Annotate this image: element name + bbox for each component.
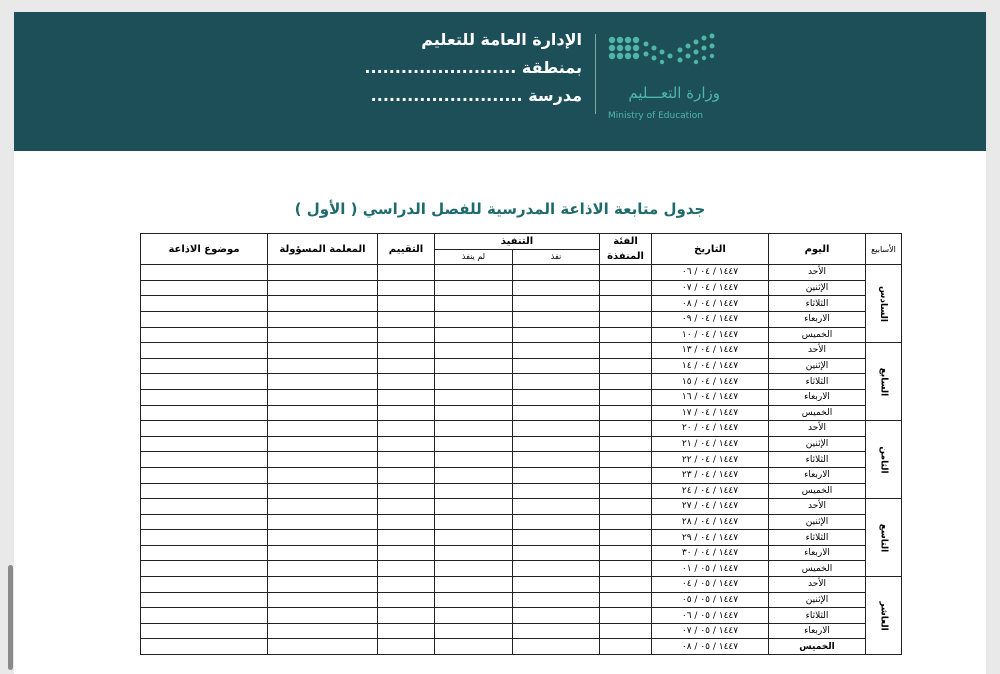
topic-cell[interactable] xyxy=(141,623,268,639)
class-cell[interactable] xyxy=(600,545,652,561)
rating-cell[interactable] xyxy=(378,421,435,437)
rating-cell[interactable] xyxy=(378,514,435,530)
rating-cell[interactable] xyxy=(378,561,435,577)
header-done: نفذ xyxy=(513,249,600,265)
not-done-cell[interactable] xyxy=(435,389,513,405)
rating-cell[interactable] xyxy=(378,545,435,561)
table-row xyxy=(141,343,902,359)
class-cell[interactable] xyxy=(600,358,652,374)
table-row xyxy=(141,280,902,296)
not-done-cell[interactable] xyxy=(435,405,513,421)
table-row xyxy=(141,514,902,530)
rating-cell[interactable] xyxy=(378,265,435,281)
rating-cell[interactable] xyxy=(378,343,435,359)
teacher-cell[interactable] xyxy=(268,343,378,359)
rating-cell[interactable] xyxy=(378,499,435,515)
rating-cell[interactable] xyxy=(378,436,435,452)
logo-arabic-text: وزارة التعـــليم xyxy=(628,84,720,102)
class-cell[interactable] xyxy=(600,639,652,655)
teacher-cell[interactable] xyxy=(268,421,378,437)
topic-cell[interactable] xyxy=(141,514,268,530)
rating-cell[interactable] xyxy=(378,280,435,296)
topic-cell[interactable] xyxy=(141,374,268,390)
header-rating: التقييم xyxy=(378,234,435,265)
topic-cell[interactable] xyxy=(141,452,268,468)
topic-cell[interactable] xyxy=(141,530,268,546)
school-line: مدرسة ......................... xyxy=(370,86,582,105)
day-cell: الثلاثاء xyxy=(769,296,866,312)
class-cell[interactable] xyxy=(600,389,652,405)
table-row xyxy=(141,436,902,452)
done-cell[interactable] xyxy=(513,374,600,390)
done-cell[interactable] xyxy=(513,296,600,312)
date-cell: ١٤٤٧ / ٠٥ / ٠٥ xyxy=(652,592,769,608)
week-label-text: السادس xyxy=(877,285,888,322)
table-row xyxy=(141,639,902,655)
logo-english-text: Ministry of Education xyxy=(608,111,703,121)
day-cell: الاربعاء xyxy=(769,545,866,561)
class-cell[interactable] xyxy=(600,608,652,624)
not-done-cell[interactable] xyxy=(435,374,513,390)
day-cell: الخميس xyxy=(769,405,866,421)
table-row xyxy=(141,592,902,608)
day-cell: الاربعاء xyxy=(769,389,866,405)
done-cell[interactable] xyxy=(513,265,600,281)
not-done-cell[interactable] xyxy=(435,311,513,327)
done-cell[interactable] xyxy=(513,405,600,421)
teacher-cell[interactable] xyxy=(268,311,378,327)
done-cell[interactable] xyxy=(513,311,600,327)
class-cell[interactable] xyxy=(600,623,652,639)
header-teacher: المعلمة المسؤولة xyxy=(268,234,378,265)
week-label-text: العاشر xyxy=(878,600,889,631)
date-cell: ١٤٤٧ / ٠٤ / ٢٤ xyxy=(652,483,769,499)
admin-title: الإدارة العامة للتعليم xyxy=(421,30,582,49)
week-label xyxy=(866,577,902,655)
date-cell: ١٤٤٧ / ٠٤ / ٢١ xyxy=(652,436,769,452)
teacher-cell[interactable] xyxy=(268,561,378,577)
logo-dots-icon xyxy=(609,34,715,65)
done-cell[interactable] xyxy=(513,280,600,296)
rating-cell[interactable] xyxy=(378,358,435,374)
day-cell: الأحد xyxy=(769,421,866,437)
date-cell: ١٤٤٧ / ٠٤ / ٢٣ xyxy=(652,467,769,483)
topic-cell[interactable] xyxy=(141,608,268,624)
table-row xyxy=(141,374,902,390)
table-row xyxy=(141,608,902,624)
table-row xyxy=(141,452,902,468)
teacher-cell[interactable] xyxy=(268,483,378,499)
class-cell[interactable] xyxy=(600,311,652,327)
table-row xyxy=(141,296,902,312)
done-cell[interactable] xyxy=(513,514,600,530)
week-label xyxy=(866,421,902,499)
date-cell: ١٤٤٧ / ٠٥ / ٠١ xyxy=(652,561,769,577)
week-label-text: التاسع xyxy=(878,523,889,552)
not-done-cell[interactable] xyxy=(435,561,513,577)
teacher-cell[interactable] xyxy=(268,514,378,530)
date-cell: ١٤٤٧ / ٠٤ / ٢٠ xyxy=(652,421,769,437)
header-not-done: لم ينفذ xyxy=(435,249,513,265)
teacher-cell[interactable] xyxy=(268,265,378,281)
class-cell[interactable] xyxy=(600,296,652,312)
topic-cell[interactable] xyxy=(141,592,268,608)
class-cell[interactable] xyxy=(600,265,652,281)
not-done-cell[interactable] xyxy=(435,499,513,515)
class-cell[interactable] xyxy=(600,327,652,343)
done-cell[interactable] xyxy=(513,343,600,359)
day-cell: الخميس xyxy=(769,561,866,577)
day-cell: الاربعاء xyxy=(769,311,866,327)
class-cell[interactable] xyxy=(600,405,652,421)
not-done-cell[interactable] xyxy=(435,545,513,561)
date-cell: ١٤٤٧ / ٠٤ / ٢٩ xyxy=(652,530,769,546)
table-row xyxy=(141,389,902,405)
rating-cell[interactable] xyxy=(378,592,435,608)
not-done-cell[interactable] xyxy=(435,608,513,624)
class-cell[interactable] xyxy=(600,483,652,499)
teacher-cell[interactable] xyxy=(268,296,378,312)
ministry-logo xyxy=(604,24,729,129)
rating-cell[interactable] xyxy=(378,389,435,405)
teacher-cell[interactable] xyxy=(268,499,378,515)
date-cell: ١٤٤٧ / ٠٤ / ١٠ xyxy=(652,327,769,343)
rating-cell[interactable] xyxy=(378,327,435,343)
done-cell[interactable] xyxy=(513,561,600,577)
day-cell: الثلاثاء xyxy=(769,608,866,624)
day-cell: الأحد xyxy=(769,265,866,281)
header-day: اليوم xyxy=(769,234,866,265)
date-cell: ١٤٤٧ / ٠٤ / ٢٢ xyxy=(652,452,769,468)
rating-cell[interactable] xyxy=(378,623,435,639)
class-cell[interactable] xyxy=(600,436,652,452)
table-row xyxy=(141,311,902,327)
teacher-cell[interactable] xyxy=(268,530,378,546)
class-cell[interactable] xyxy=(600,467,652,483)
table-row xyxy=(141,405,902,421)
rating-cell[interactable] xyxy=(378,405,435,421)
done-cell[interactable] xyxy=(513,639,600,655)
class-cell[interactable] xyxy=(600,280,652,296)
teacher-cell[interactable] xyxy=(268,327,378,343)
document-page xyxy=(14,12,986,674)
rating-cell[interactable] xyxy=(378,296,435,312)
topic-cell[interactable] xyxy=(141,467,268,483)
done-cell[interactable] xyxy=(513,577,600,593)
class-cell[interactable] xyxy=(600,530,652,546)
teacher-cell[interactable] xyxy=(268,623,378,639)
teacher-cell[interactable] xyxy=(268,608,378,624)
not-done-cell[interactable] xyxy=(435,452,513,468)
rating-cell[interactable] xyxy=(378,483,435,499)
table-row xyxy=(141,623,902,639)
topic-cell[interactable] xyxy=(141,280,268,296)
not-done-cell[interactable] xyxy=(435,639,513,655)
topic-cell[interactable] xyxy=(141,389,268,405)
not-done-cell[interactable] xyxy=(435,514,513,530)
class-cell[interactable] xyxy=(600,374,652,390)
class-cell[interactable] xyxy=(600,514,652,530)
day-cell: الإثنين xyxy=(769,280,866,296)
week-label-text: السابع xyxy=(878,367,889,396)
day-cell: الثلاثاء xyxy=(769,452,866,468)
header-weeks: الأسابيع xyxy=(866,234,902,265)
day-cell: الأحد xyxy=(769,499,866,515)
not-done-cell[interactable] xyxy=(435,467,513,483)
table-row xyxy=(141,545,902,561)
date-cell: ١٤٤٧ / ٠٤ / ٢٧ xyxy=(652,499,769,515)
rating-cell[interactable] xyxy=(378,467,435,483)
day-cell: الإثنين xyxy=(769,358,866,374)
day-cell: الاربعاء xyxy=(769,467,866,483)
not-done-cell[interactable] xyxy=(435,343,513,359)
day-cell: الاربعاء xyxy=(769,623,866,639)
done-cell[interactable] xyxy=(513,530,600,546)
teacher-cell[interactable] xyxy=(268,545,378,561)
date-cell: ١٤٤٧ / ٠٥ / ٠٤ xyxy=(652,577,769,593)
table-row xyxy=(141,499,902,515)
table-row xyxy=(141,530,902,546)
date-cell: ١٤٤٧ / ٠٤ / ٠٨ xyxy=(652,296,769,312)
not-done-cell[interactable] xyxy=(435,421,513,437)
not-done-cell[interactable] xyxy=(435,327,513,343)
done-cell[interactable] xyxy=(513,389,600,405)
class-cell[interactable] xyxy=(600,421,652,437)
rating-cell[interactable] xyxy=(378,530,435,546)
rating-cell[interactable] xyxy=(378,639,435,655)
date-cell: ١٤٤٧ / ٠٥ / ٠٧ xyxy=(652,623,769,639)
done-cell[interactable] xyxy=(513,452,600,468)
week-label xyxy=(866,499,902,577)
topic-cell[interactable] xyxy=(141,483,268,499)
done-cell[interactable] xyxy=(513,358,600,374)
done-cell[interactable] xyxy=(513,623,600,639)
date-cell: ١٤٤٧ / ٠٥ / ٠٦ xyxy=(652,608,769,624)
day-cell: الإثنين xyxy=(769,436,866,452)
date-cell: ١٤٤٧ / ٠٤ / ١٣ xyxy=(652,343,769,359)
done-cell[interactable] xyxy=(513,545,600,561)
topic-cell[interactable] xyxy=(141,265,268,281)
not-done-cell[interactable] xyxy=(435,280,513,296)
day-cell: الأحد xyxy=(769,343,866,359)
not-done-cell[interactable] xyxy=(435,296,513,312)
topic-cell[interactable] xyxy=(141,499,268,515)
table-row xyxy=(141,327,902,343)
table-body xyxy=(141,265,902,655)
class-cell[interactable] xyxy=(600,577,652,593)
not-done-cell[interactable] xyxy=(435,577,513,593)
done-cell[interactable] xyxy=(513,327,600,343)
date-cell: ١٤٤٧ / ٠٤ / ٠٧ xyxy=(652,280,769,296)
table-row xyxy=(141,265,902,281)
class-cell[interactable] xyxy=(600,561,652,577)
date-cell: ١٤٤٧ / ٠٤ / ١٤ xyxy=(652,358,769,374)
not-done-cell[interactable] xyxy=(435,530,513,546)
done-cell[interactable] xyxy=(513,421,600,437)
rating-cell[interactable] xyxy=(378,577,435,593)
broadcast-schedule-table xyxy=(140,233,902,655)
date-cell: ١٤٤٧ / ٠٤ / ٣٠ xyxy=(652,545,769,561)
date-cell: ١٤٤٧ / ٠٤ / ٠٦ xyxy=(652,265,769,281)
date-cell: ١٤٤٧ / ٠٤ / ١٥ xyxy=(652,374,769,390)
done-cell[interactable] xyxy=(513,467,600,483)
teacher-cell[interactable] xyxy=(268,436,378,452)
not-done-cell[interactable] xyxy=(435,592,513,608)
teacher-cell[interactable] xyxy=(268,639,378,655)
day-cell: الخميس xyxy=(769,327,866,343)
table-row xyxy=(141,577,902,593)
topic-cell[interactable] xyxy=(141,639,268,655)
day-cell: الإثنين xyxy=(769,592,866,608)
class-cell[interactable] xyxy=(600,343,652,359)
date-cell: ١٤٤٧ / ٠٤ / ٠٩ xyxy=(652,311,769,327)
teacher-cell[interactable] xyxy=(268,467,378,483)
teacher-cell[interactable] xyxy=(268,577,378,593)
topic-cell[interactable] xyxy=(141,545,268,561)
topic-cell[interactable] xyxy=(141,327,268,343)
rating-cell[interactable] xyxy=(378,452,435,468)
teacher-cell[interactable] xyxy=(268,280,378,296)
done-cell[interactable] xyxy=(513,592,600,608)
date-cell: ١٤٤٧ / ٠٤ / ٢٨ xyxy=(652,514,769,530)
week-label xyxy=(866,265,902,343)
header-topic: موضوع الاذاعة xyxy=(141,234,268,265)
day-cell: الخميس xyxy=(769,639,866,655)
done-cell[interactable] xyxy=(513,436,600,452)
day-cell: الإثنين xyxy=(769,514,866,530)
class-cell[interactable] xyxy=(600,592,652,608)
rating-cell[interactable] xyxy=(378,608,435,624)
administration-block xyxy=(364,26,582,110)
not-done-cell[interactable] xyxy=(435,623,513,639)
day-cell: الخميس xyxy=(769,483,866,499)
topic-cell[interactable] xyxy=(141,405,268,421)
table-row xyxy=(141,421,902,437)
topic-cell[interactable] xyxy=(141,421,268,437)
topic-cell[interactable] xyxy=(141,311,268,327)
table-row xyxy=(141,483,902,499)
done-cell[interactable] xyxy=(513,483,600,499)
header-date: التاريخ xyxy=(652,234,769,265)
header-class: الفئة المنفذة xyxy=(600,234,652,265)
teacher-cell[interactable] xyxy=(268,374,378,390)
day-cell: الأحد xyxy=(769,577,866,593)
date-cell: ١٤٤٧ / ٠٥ / ٠٨ xyxy=(652,639,769,655)
teacher-cell[interactable] xyxy=(268,358,378,374)
week-label xyxy=(866,343,902,421)
class-cell[interactable] xyxy=(600,499,652,515)
table-row xyxy=(141,358,902,374)
not-done-cell[interactable] xyxy=(435,265,513,281)
topic-cell[interactable] xyxy=(141,561,268,577)
topic-cell[interactable] xyxy=(141,296,268,312)
topic-cell[interactable] xyxy=(141,436,268,452)
not-done-cell[interactable] xyxy=(435,436,513,452)
class-cell[interactable] xyxy=(600,452,652,468)
not-done-cell[interactable] xyxy=(435,358,513,374)
ministry-header xyxy=(14,12,986,151)
week-label-text: الثامن xyxy=(878,446,889,474)
teacher-cell[interactable] xyxy=(268,452,378,468)
scrollbar-thumb[interactable] xyxy=(8,565,13,670)
date-cell: ١٤٤٧ / ٠٤ / ١٧ xyxy=(652,405,769,421)
teacher-cell[interactable] xyxy=(268,592,378,608)
done-cell[interactable] xyxy=(513,608,600,624)
teacher-cell[interactable] xyxy=(268,389,378,405)
teacher-cell[interactable] xyxy=(268,405,378,421)
topic-cell[interactable] xyxy=(141,358,268,374)
table-row xyxy=(141,561,902,577)
topic-cell[interactable] xyxy=(141,343,268,359)
page-title: جدول متابعة الاذاعة المدرسية للفصل الدراسي ( الأول ) xyxy=(294,200,706,218)
rating-cell[interactable] xyxy=(378,374,435,390)
done-cell[interactable] xyxy=(513,499,600,515)
not-done-cell[interactable] xyxy=(435,483,513,499)
header-execution: التنفيذ xyxy=(435,234,600,250)
table-row xyxy=(141,467,902,483)
day-cell: الثلاثاء xyxy=(769,530,866,546)
day-cell: الثلاثاء xyxy=(769,374,866,390)
date-cell: ١٤٤٧ / ٠٤ / ١٦ xyxy=(652,389,769,405)
logo-divider xyxy=(595,34,596,114)
region-line: بمنطقة ......................... xyxy=(364,58,582,77)
topic-cell[interactable] xyxy=(141,577,268,593)
rating-cell[interactable] xyxy=(378,311,435,327)
